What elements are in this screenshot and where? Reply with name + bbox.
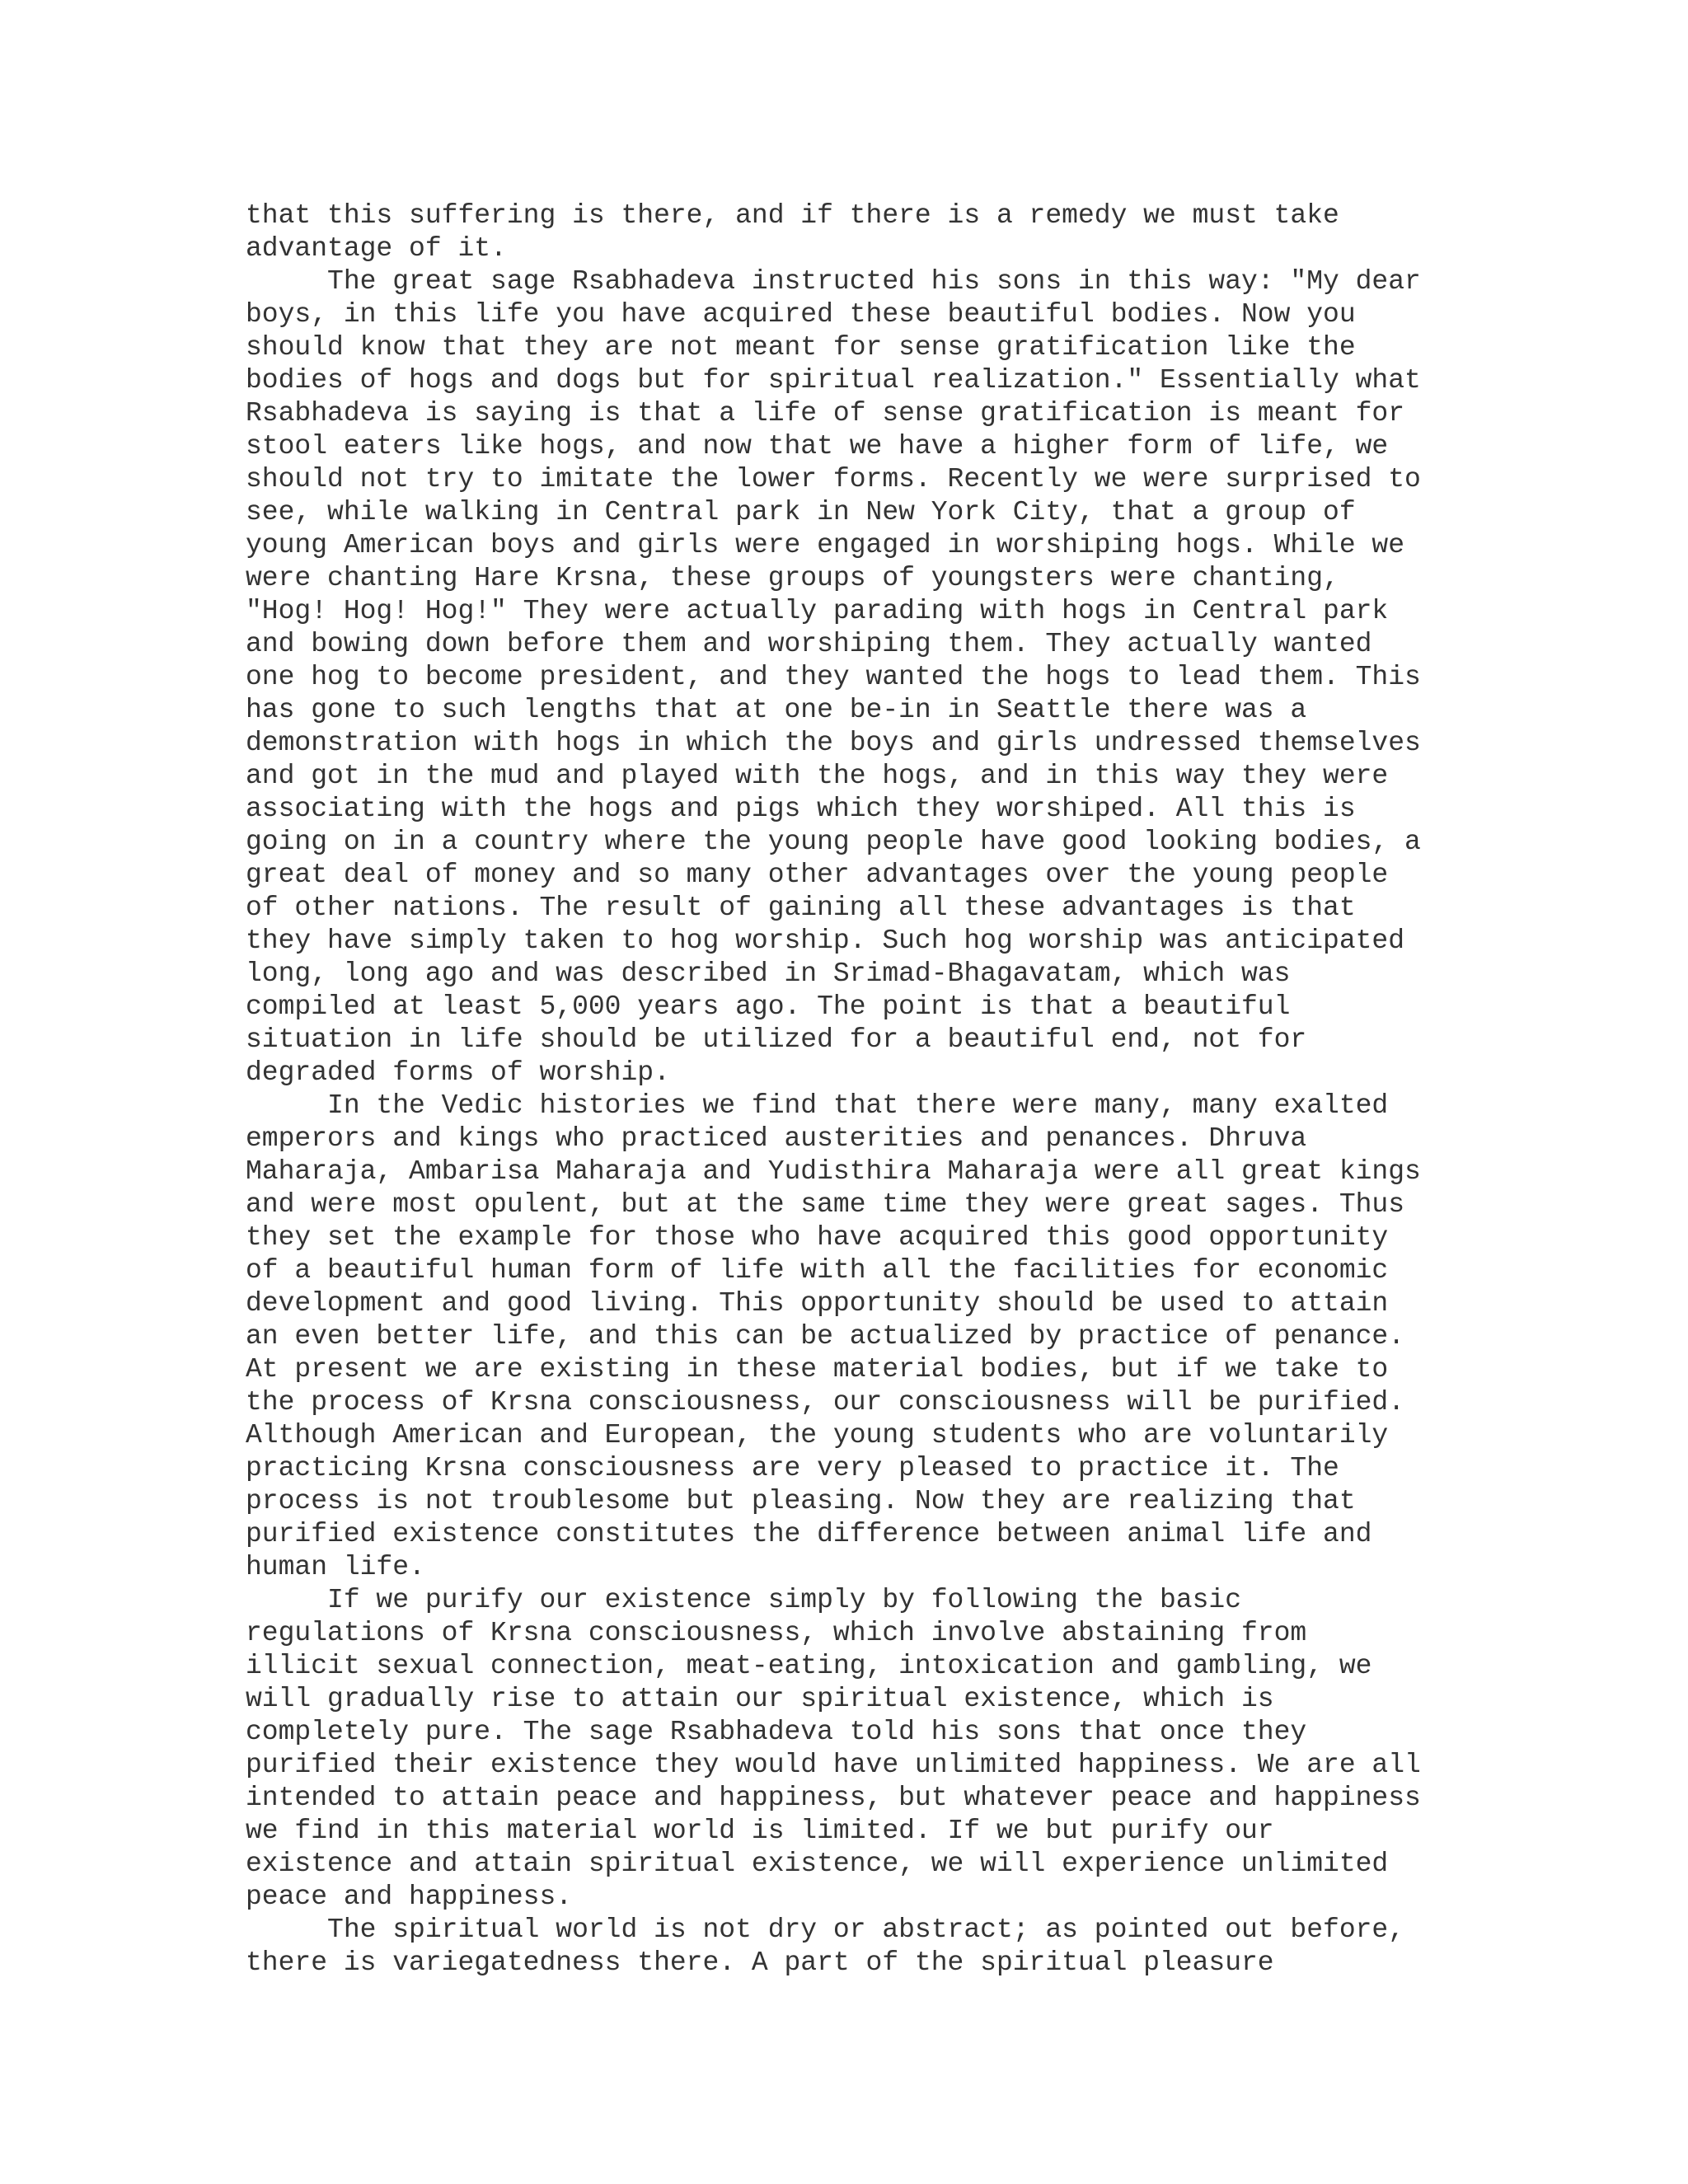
text-line: that this suffering is there, and if there is a remedy we must take [246,200,1339,231]
text-line: long, long ago and was described in Srimad-Bhagavatam, which was [246,958,1291,989]
text-line: Maharaja, Ambarisa Maharaja and Yudisthira Maharaja were all great kings [246,1156,1421,1187]
text-line: process is not troublesome but pleasing. Now they are realizing that [246,1486,1356,1516]
text-line: existence and attain spiritual existence, we will experience unlimited [246,1849,1389,1879]
text-line: of a beautiful human form of life with all the facilities for economic [246,1255,1389,1286]
text-line: stool eaters like hogs, and now that we have a higher form of life, we [246,431,1389,462]
text-line: degraded forms of worship. [246,1057,670,1088]
text-line: purified existence constitutes the difference between animal life and [246,1519,1372,1549]
text-line: The spiritual world is not dry or abstract; as pointed out before, [246,1915,1405,1945]
text-line: boys, in this life you have acquired these beautiful bodies. Now you [246,299,1356,330]
text-line: great deal of money and so many other advantages over the young people [246,860,1389,890]
text-line: associating with the hogs and pigs which they worshiped. All this is [246,794,1356,824]
text-line: young American boys and girls were engaged in worshiping hogs. While we [246,530,1405,560]
text-line: we find in this material world is limited. If we but purify our [246,1816,1274,1846]
text-line: human life. [246,1552,425,1582]
text-line: and got in the mud and played with the hogs, and in this way they were [246,761,1389,791]
text-line: situation in life should be utilized for a beautiful end, not for [246,1024,1307,1055]
text-line: bodies of hogs and dogs but for spiritual realization." Essentially what [246,365,1421,396]
text-line: the process of Krsna consciousness, our consciousness will be purified. [246,1387,1405,1418]
text-line: has gone to such lengths that at one be-in in Seattle there was a [246,695,1307,725]
text-line: they have simply taken to hog worship. Such hog worship was anticipated [246,926,1405,956]
text-line: should not try to imitate the lower forms. Recently we were surprised to [246,464,1421,494]
text-line: Rsabhadeva is saying is that a life of sense gratification is meant for [246,398,1405,429]
text-line: The great sage Rsabhadeva instructed his sons in this way: "My dear [246,266,1421,297]
body-text [246,199,1449,1980]
text-line: Although American and European, the young students who are voluntarily [246,1420,1389,1451]
text-line: "Hog! Hog! Hog!" They were actually parading with hogs in Central park [246,596,1389,626]
text-line: development and good living. This opportunity should be used to attain [246,1288,1389,1319]
text-line: purified their existence they would have unlimited happiness. We are all [246,1750,1421,1780]
text-line: If we purify our existence simply by following the basic [246,1585,1241,1615]
text-line: and bowing down before them and worshiping them. They actually wanted [246,629,1372,659]
text-line: completely pure. The sage Rsabhadeva told his sons that once they [246,1717,1307,1747]
text-line: were chanting Hare Krsna, these groups of youngsters were chanting, [246,563,1339,593]
text-line: see, while walking in Central park in New York City, that a group of [246,497,1356,527]
text-line: intended to attain peace and happiness, but whatever peace and happiness [246,1783,1421,1813]
text-line: they set the example for those who have acquired this good opportunity [246,1222,1389,1253]
text-line: At present we are existing in these material bodies, but if we take to [246,1354,1389,1385]
text-line: advantage of it. [246,233,507,264]
text-line: one hog to become president, and they wanted the hogs to lead them. This [246,662,1421,692]
text-line: and were most opulent, but at the same time they were great sages. Thus [246,1189,1405,1220]
text-line: regulations of Krsna consciousness, which involve abstaining from [246,1618,1307,1648]
text-line: emperors and kings who practiced austerities and penances. Dhruva [246,1123,1307,1154]
text-line: demonstration with hogs in which the boys and girls undressed themselves [246,728,1421,758]
text-line: practicing Krsna consciousness are very pleased to practice it. The [246,1453,1339,1483]
text-line: compiled at least 5,000 years ago. The point is that a beautiful [246,991,1291,1022]
text-line: going on in a country where the young people have good looking bodies, a [246,827,1421,857]
text-line: of other nations. The result of gaining all these advantages is that [246,893,1356,923]
text-line: an even better life, and this can be actualized by practice of penance. [246,1321,1405,1352]
text-line: peace and happiness. [246,1882,573,1912]
text-line: there is variegatedness there. A part of the spiritual pleasure [246,1947,1274,1978]
text-line: illicit sexual connection, meat-eating, intoxication and gambling, we [246,1651,1372,1681]
text-line: should know that they are not meant for sense gratification like the [246,332,1356,363]
text-line: will gradually rise to attain our spiritual existence, which is [246,1684,1274,1714]
text-line: In the Vedic histories we find that there were many, many exalted [246,1090,1389,1121]
